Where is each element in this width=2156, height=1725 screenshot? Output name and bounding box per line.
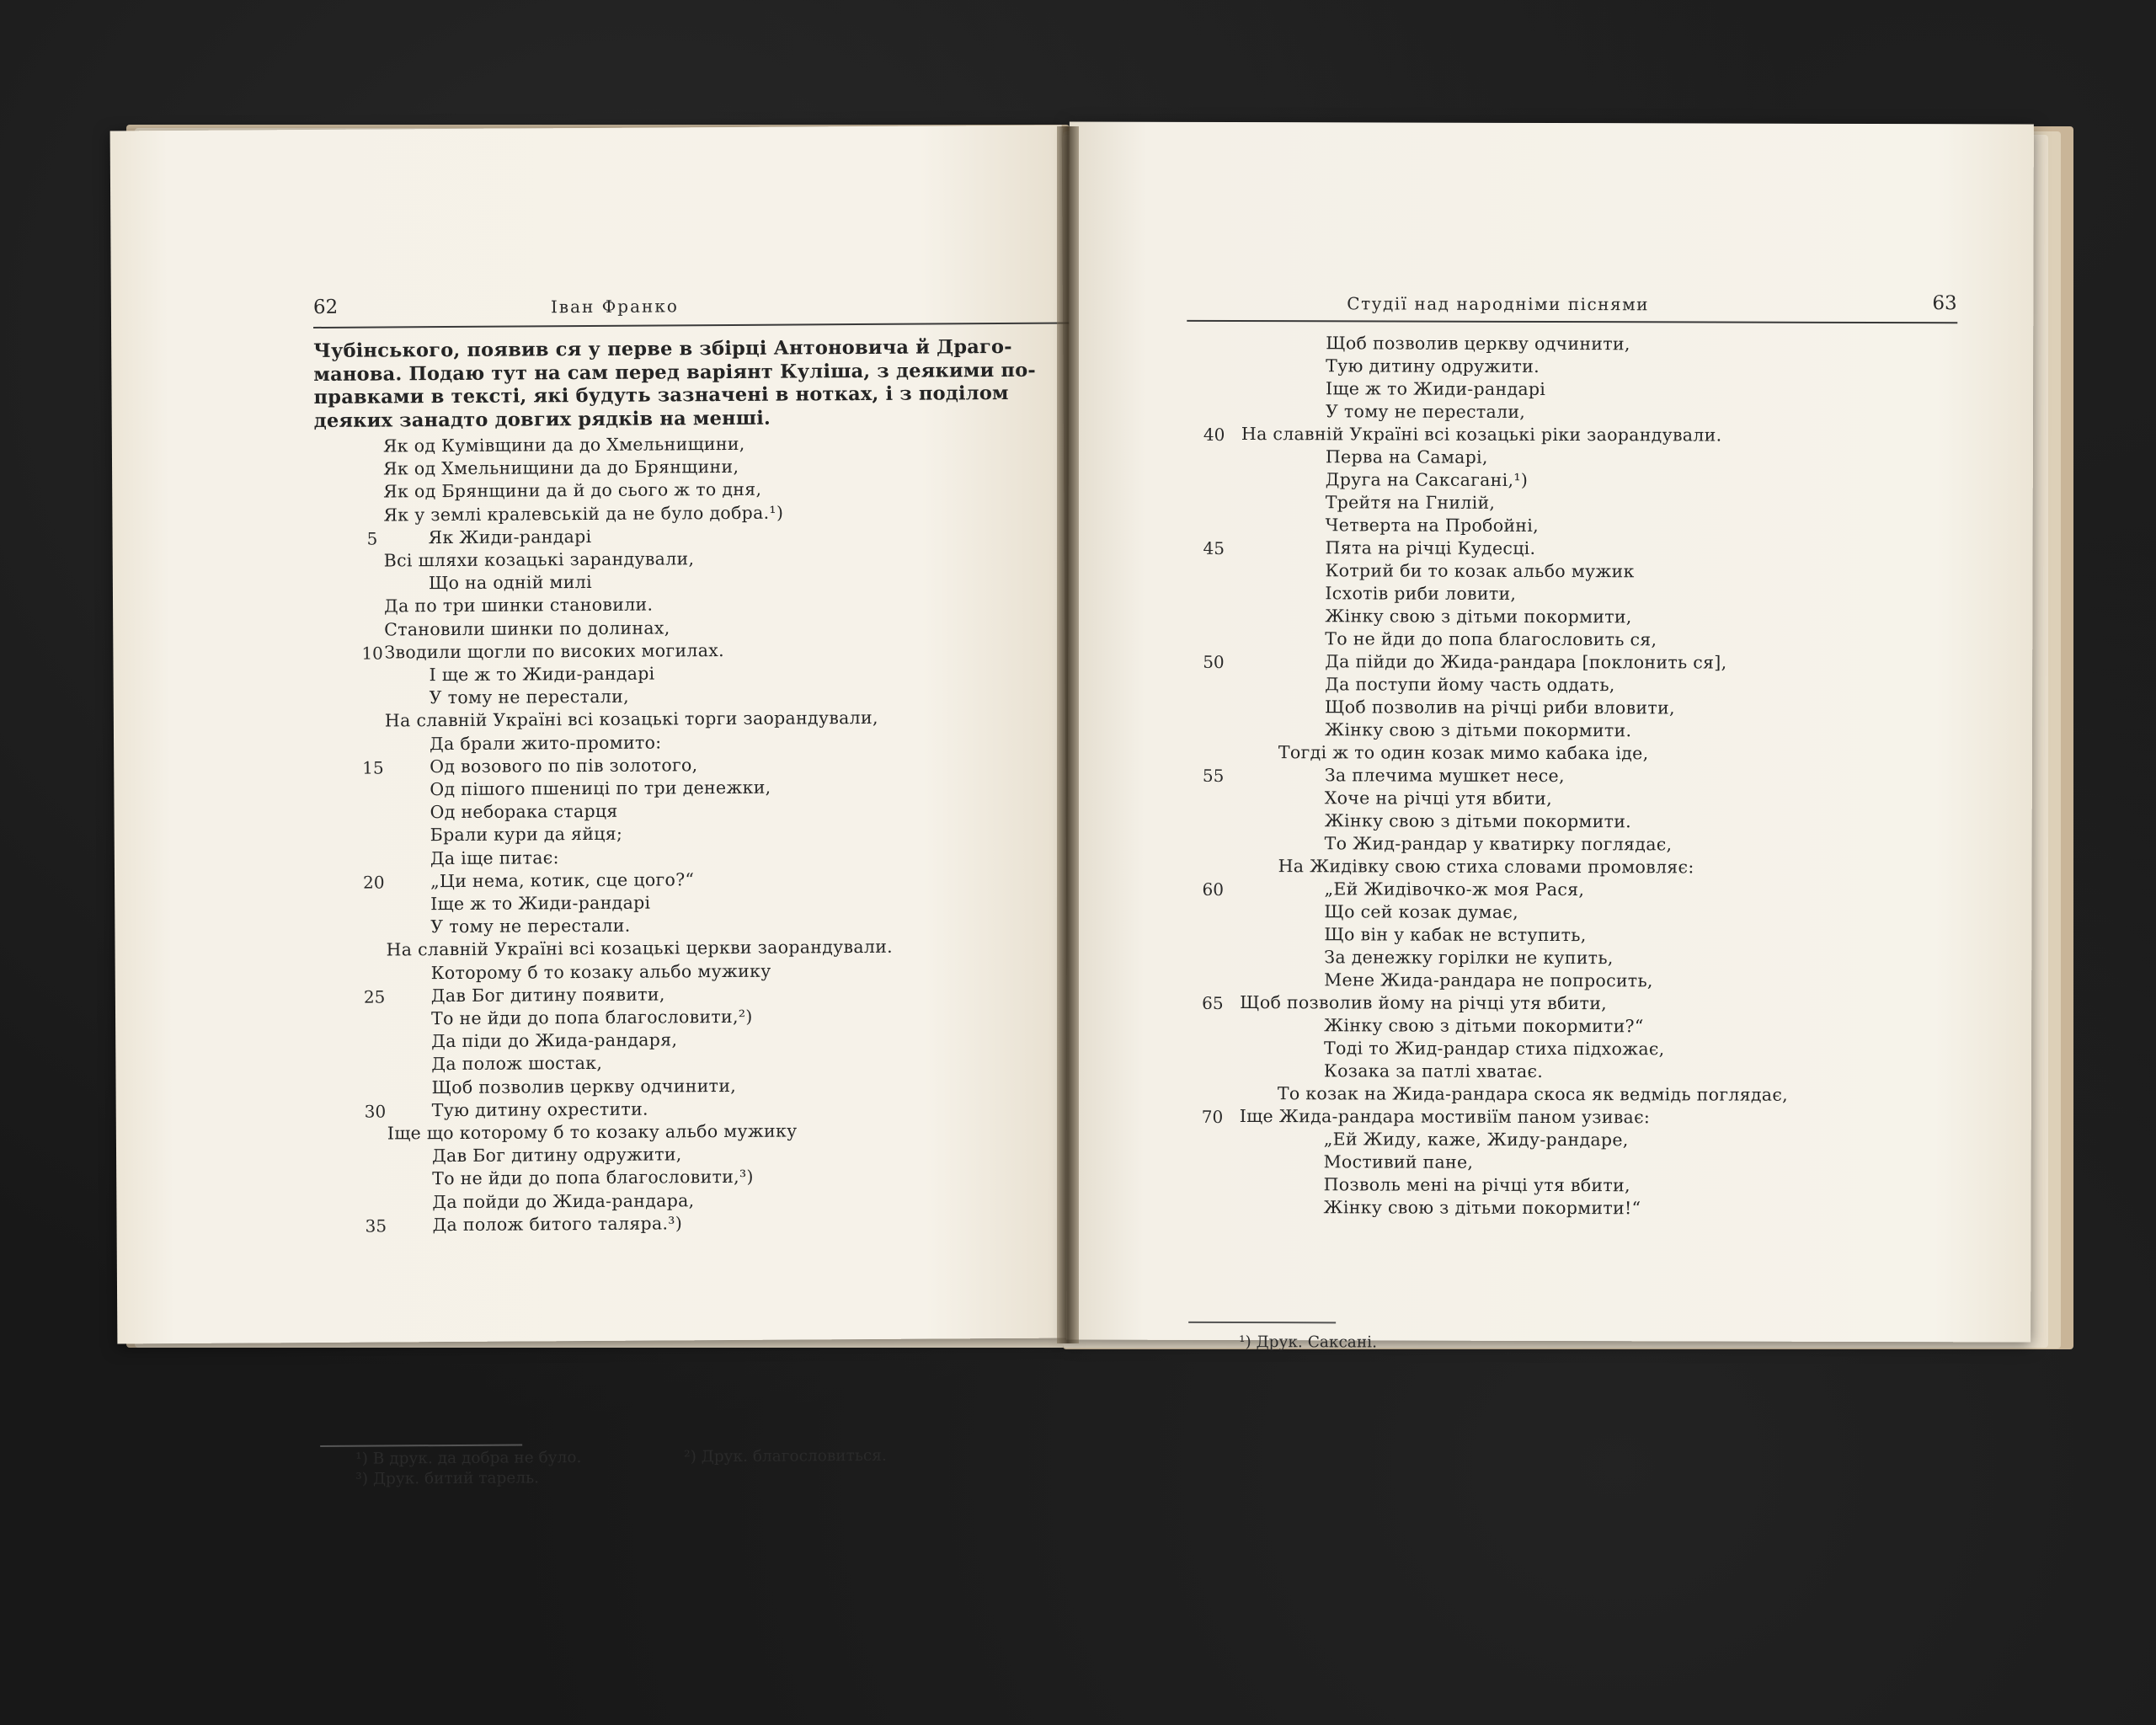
verse-line: Пята на річці Кудесці. (1325, 537, 1536, 558)
verse-line: Тоді то Жид-рандар стиха підхожає, (1323, 1038, 1665, 1060)
left-footnote-1: ¹) В друк. да добра не було. (355, 1449, 582, 1468)
left-footnote-2: ²) Друк. благословиться. (684, 1446, 887, 1466)
verse-line: Становили шинки по долинах, (384, 617, 670, 640)
verse-line: Мене Жида-рандара не попросить, (1324, 969, 1653, 991)
verse-line: Дав Бог дитину одружити, (431, 1144, 682, 1167)
verse-line: Жінку свою з дітьми покормити. (1324, 719, 1632, 741)
verse-line: Тогді ж то один козак мимо кабака іде, (1278, 742, 1649, 764)
verse-line: Ісхотів риби ловити, (1325, 583, 1517, 604)
intro-paragraph-line: Чубінського, появив ся у перве в збірці Антоновича й Драго- (313, 335, 1012, 362)
verse-line: Перва на Самарі, (1325, 446, 1488, 467)
verse-line: Которому б то козаку альбо мужику (430, 960, 771, 983)
verse-number: 70 (1201, 1106, 1224, 1127)
verse-line: Мостивий пане, (1323, 1151, 1474, 1172)
verse-line: І ще ж то Жиди-рандарі (429, 663, 655, 686)
verse-number: 40 (1203, 424, 1225, 445)
verse-line: Що він у кабак не вступить, (1324, 924, 1587, 946)
right-running-head: Студії над народніми піснями (1347, 293, 1650, 315)
verse-number: 55 (1202, 765, 1225, 786)
verse-line: То не йди до попа благословити,²) (430, 1006, 753, 1029)
verse-line: У тому не перестали, (429, 686, 629, 708)
verse-line: Що сей козак думає, (1324, 901, 1518, 922)
verse-line: Позволь мені на річці утя вбити, (1323, 1174, 1630, 1196)
left-running-head: Іван Франко (550, 296, 679, 318)
verse-line: Да піди до Жида-рандаря, (431, 1029, 678, 1052)
verse-line: Що на одній милі (428, 572, 592, 594)
verse-line: „Ей Жиду, каже, Жиду-рандаре, (1323, 1129, 1629, 1151)
verse-line: Трейтя на Гнилій, (1325, 492, 1496, 513)
verse-line: Друга на Саксагані,¹) (1325, 469, 1529, 490)
right-footnote-rule (1188, 1322, 1336, 1323)
left-header-rule (313, 322, 1071, 328)
right-header-rule (1187, 320, 1957, 323)
intro-paragraph-line: манова. Подаю тут на сам перед варіянт Куліша, з деякими по- (313, 359, 1036, 386)
left-page-number: 62 (312, 296, 339, 318)
verse-line: На славній Україні всі козацькі церкви заорандували. (386, 937, 894, 960)
verse-line: Іще Жида-рандара мостивіїм паном узиває: (1239, 1106, 1651, 1128)
verse-line: На славній Україні всі козацькі торги заорандували, (384, 708, 878, 731)
verse-line: Да брали жито-промито: (429, 732, 662, 754)
verse-line: Да іще питає: (430, 846, 559, 868)
intro-paragraph-line: деяких занадто довгих рядків на менші. (313, 407, 771, 432)
verse-number: 10 (361, 643, 383, 664)
left-page (110, 126, 1070, 1488)
verse-line: Тую дитину охрестити. (431, 1098, 648, 1120)
verse-line: За плечима мушкет несе, (1324, 765, 1565, 787)
verse-line: То не йди до попа благословити,³) (432, 1167, 754, 1189)
verse-number: 15 (362, 757, 384, 778)
verse-line: Жінку свою з дітьми покормити. (1324, 810, 1632, 832)
verse-line: На Жидівку свою стиха словами промовляє: (1278, 856, 1694, 878)
verse-line: Од неборака старця (430, 800, 618, 823)
book-gutter (1057, 126, 1079, 1343)
verse-line: Да по три шинки становили. (383, 594, 654, 617)
verse-line: У тому не перестали. (430, 915, 631, 937)
verse-line: Щоб позволив йому на річці утя вбити, (1240, 992, 1608, 1014)
right-footnote-1: ¹) Друк. Саксані. (1239, 1333, 1378, 1352)
verse-line: Да полож шостак, (431, 1053, 603, 1075)
verse-line: То не йди до попа благословить ся, (1325, 628, 1657, 650)
verse-line: Да пійди до Жида-рандара [поклонить ся], (1325, 651, 1727, 673)
verse-line: Дав Бог дитину появити, (430, 984, 665, 1006)
verse-line: Од пішого пшениці по три денежки, (430, 777, 771, 800)
verse-number: 5 (366, 528, 378, 549)
verse-line: Жінку свою з дітьми покормити?“ (1324, 1015, 1644, 1037)
verse-line: Іще що которому б то козаку альбо мужику (387, 1120, 798, 1144)
verse-line: „Ци нема, котик, сце цого?“ (430, 869, 695, 891)
verse-number: 60 (1202, 879, 1224, 900)
verse-line: Од возового по пів золотого, (430, 755, 698, 777)
verse-line: Як Жиди-рандарі (428, 526, 592, 547)
verse-line: Щоб позволив церкву одчинити, (1326, 333, 1630, 355)
intro-paragraph-line: правками в тексті, які будуть зазначені в нотках, і з поділом (313, 382, 1009, 409)
verse-number: 35 (365, 1215, 387, 1236)
verse-line: Як од Кумівщини да до Хмельнищини, (382, 433, 745, 457)
verse-line: Козака за патлі хватає. (1323, 1060, 1544, 1081)
verse-number: 20 (362, 872, 385, 893)
verse-number: 25 (363, 986, 386, 1007)
verse-line: Да полож битого таляра.³) (432, 1213, 683, 1235)
verse-line: Зводили щогли по високих могилах. (384, 639, 724, 663)
verse-line: „Ей Жидівочко-ж моя Рася, (1324, 879, 1585, 900)
verse-line: Да пойди до Жида-рандара, (432, 1189, 695, 1212)
verse-line: Як од Брянщини да й до сього ж то дня, (383, 479, 762, 502)
verse-line: Щоб позволив на річці риби вловити, (1325, 697, 1675, 718)
verse-line: Брали кури да яйця; (430, 824, 623, 846)
verse-line: За денежку горілки не купить, (1324, 947, 1614, 969)
left-footnote-3: ³) Друк. битий тарель. (355, 1469, 540, 1488)
verse-line: Як од Хмельнищини да до Брянщини, (382, 457, 739, 479)
verse-number: 45 (1203, 537, 1225, 558)
verse-line: Іще ж то Жиди-рандарі (430, 892, 651, 915)
right-page (1066, 122, 2034, 1352)
verse-line: То козак на Жида-рандара скоса як ведмідь поглядає, (1277, 1083, 1788, 1105)
verse-line: Котрий би то козак альбо мужик (1325, 560, 1635, 582)
verse-line: Всі шляхи козацькі зарандували, (383, 548, 695, 571)
verse-line: Хоче на річці утя вбити, (1324, 788, 1552, 809)
verse-line: Четверта на Пробойні, (1325, 515, 1540, 536)
verse-number: 50 (1203, 651, 1225, 672)
verse-number: 65 (1202, 992, 1224, 1013)
verse-number: 30 (364, 1101, 387, 1122)
verse-line: Іще ж то Жиди-рандарі (1326, 378, 1546, 399)
right-page-number: 63 (1932, 292, 1957, 315)
verse-line: Тую дитину одружити. (1326, 355, 1540, 377)
verse-line: Як у землі кралевській да не було добра.¹) (383, 502, 784, 526)
verse-line: У тому не перестали, (1325, 401, 1526, 422)
verse-line: То Жид-рандар у кватирку поглядає, (1324, 833, 1673, 855)
verse-line: Да поступи йому часть оддать, (1325, 674, 1615, 696)
verse-line: Жінку свою з дітьми покормити!“ (1323, 1197, 1641, 1219)
verse-line: Жінку свою з дітьми покормити, (1325, 606, 1632, 628)
verse-line: На славній Україні всі козацькі ріки заорандували. (1241, 424, 1722, 446)
verse-line: Щоб позволив церкву одчинити, (431, 1075, 737, 1097)
